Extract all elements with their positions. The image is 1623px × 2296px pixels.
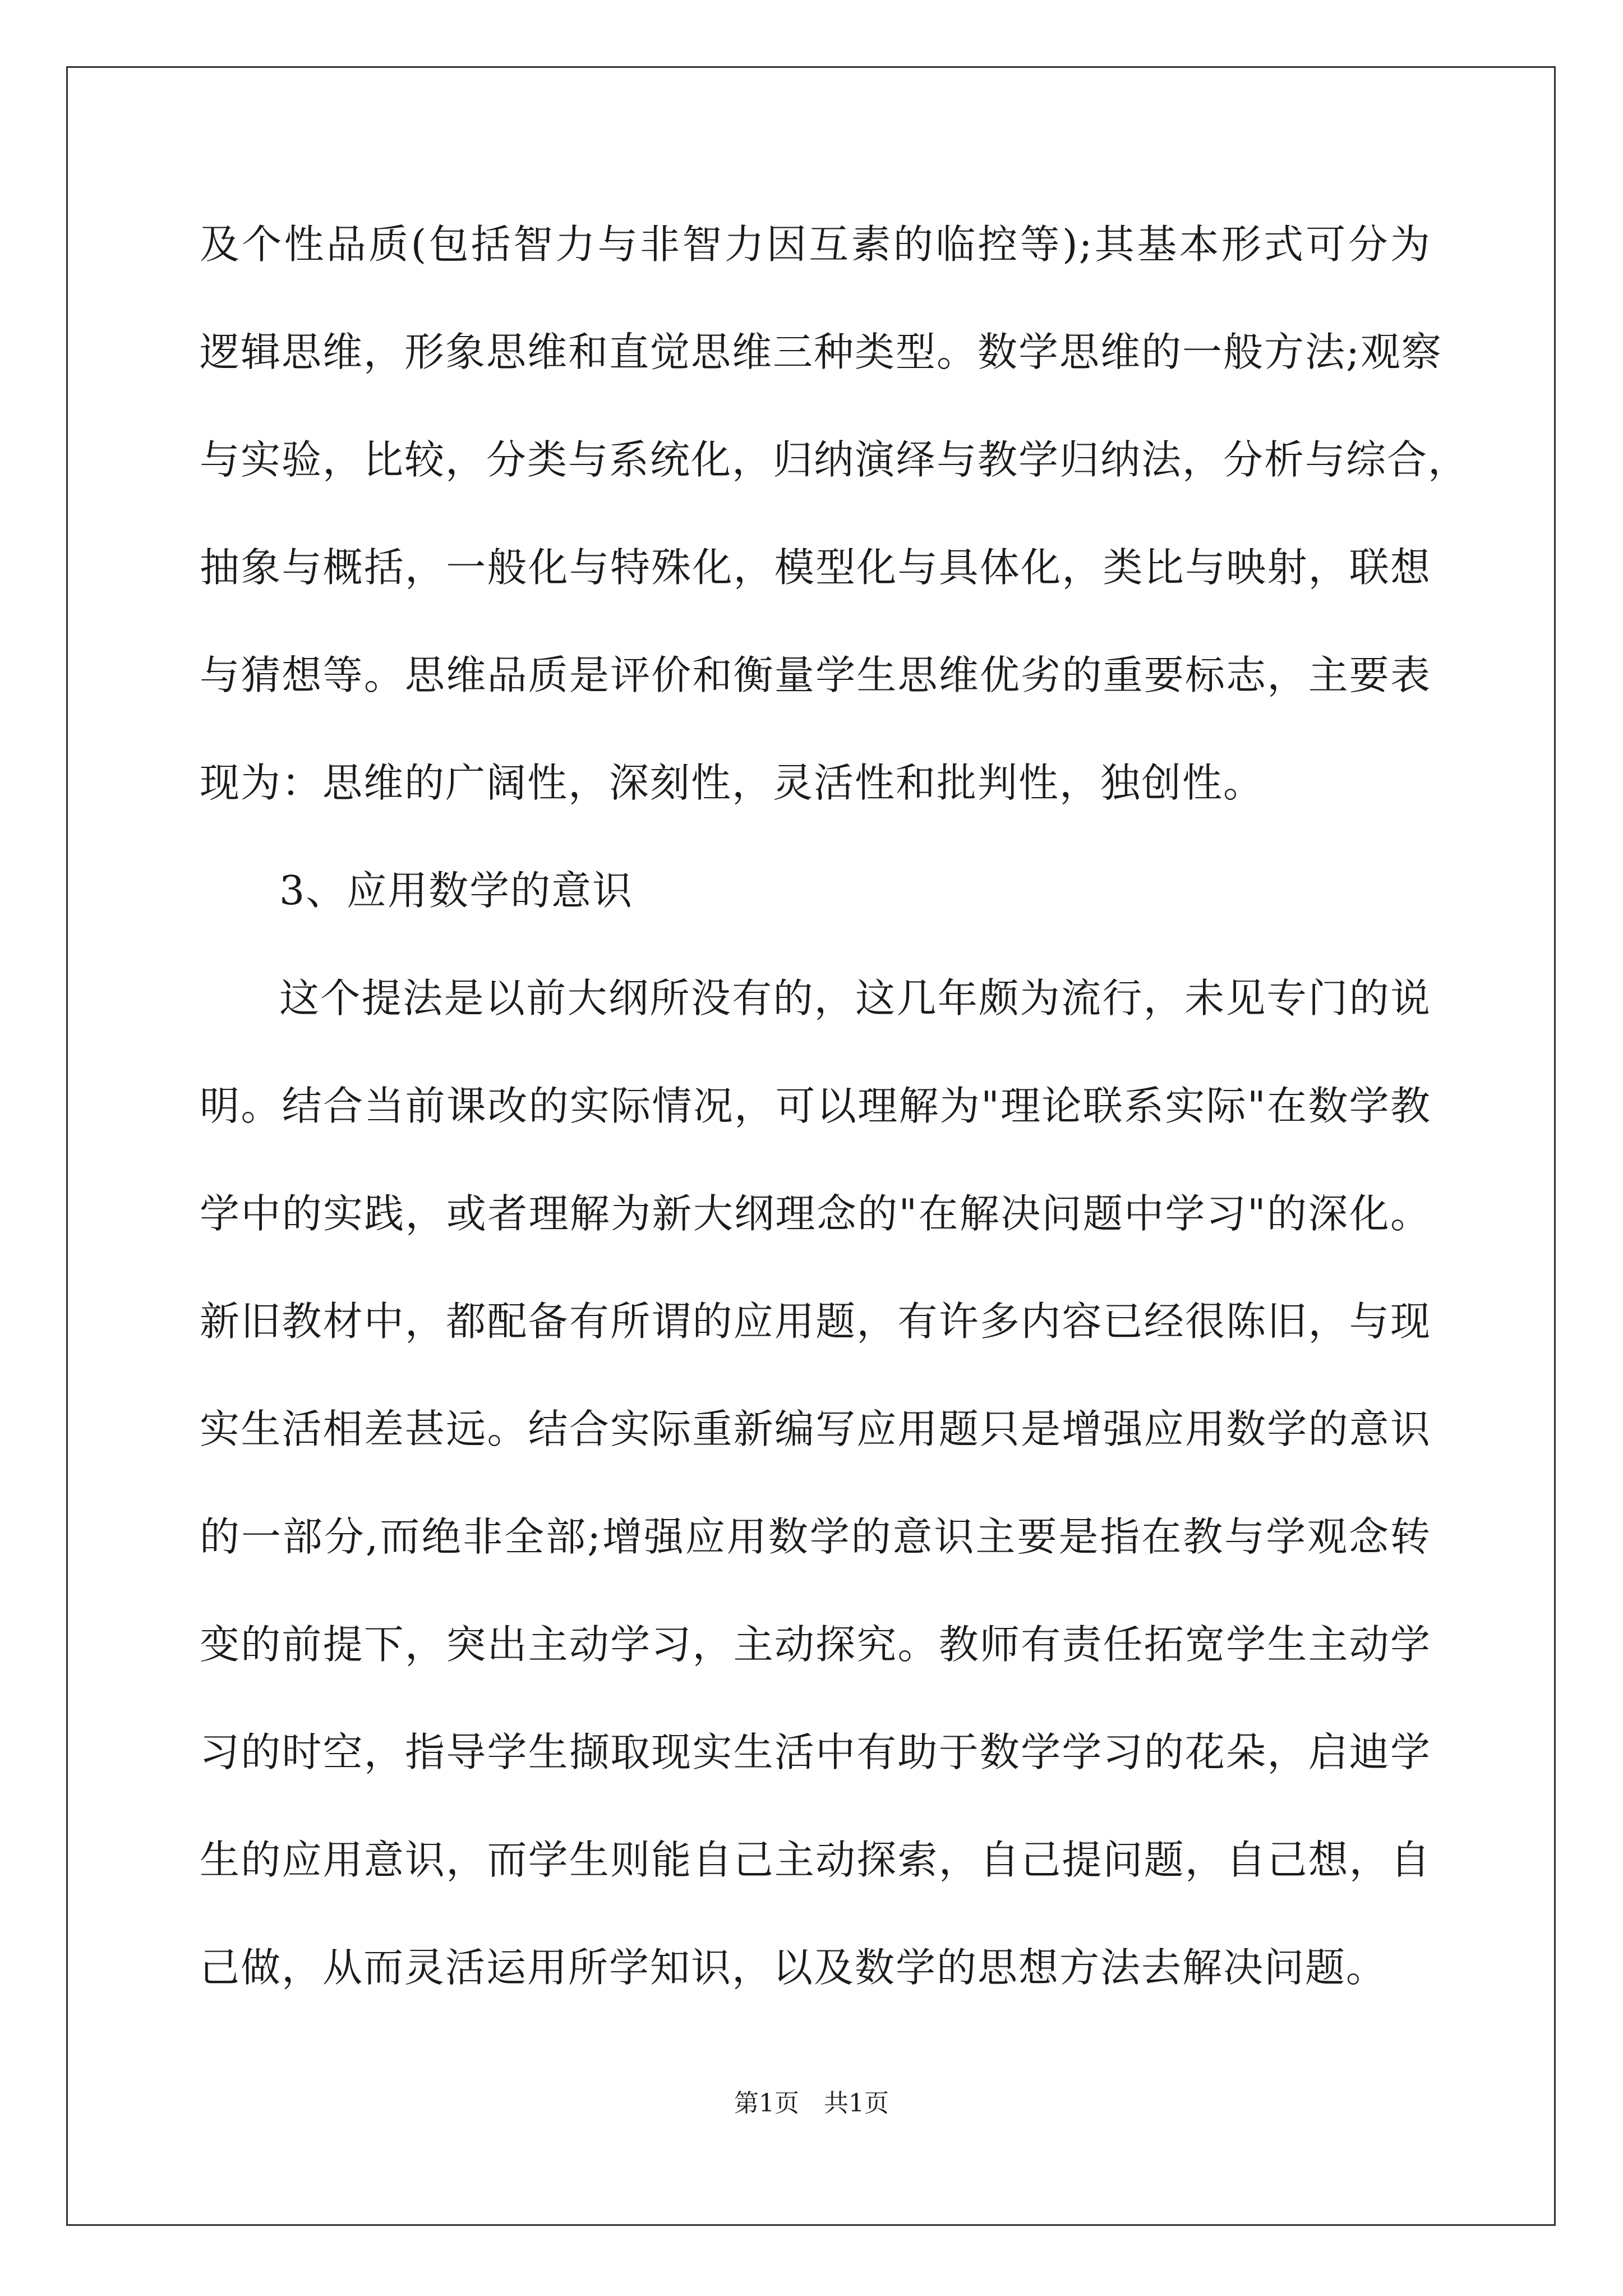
page-border	[66, 66, 1556, 2226]
text-line-9: 明。结合当前课改的实际情况，可以理解为"理论联系实际"在数学教	[200, 1083, 1431, 1129]
text-line-10: 学中的实践，或者理解为新大纲理念的"在解决问题中学习"的深化。	[200, 1190, 1431, 1237]
page-total: 共1页	[824, 2089, 889, 2118]
text-line-11: 新旧教材中，都配备有所谓的应用题，有许多内容已经很陈旧，与现	[200, 1298, 1431, 1345]
text-line-8: 这个提法是以前大纲所没有的，这几年颇为流行，未见专门的说	[279, 975, 1431, 1022]
text-line-2: 逻辑思维，形象思维和直觉思维三种类型。数学思维的一般方法;观察	[200, 329, 1442, 375]
text-line-1: 及个性品质(包括智力与非智力因互素的临控等);其基本形式可分为	[200, 221, 1431, 268]
text-line-6: 现为：思维的广阔性，深刻性，灵活性和批判性，独创性。	[200, 760, 1265, 806]
text-line-12: 实生活相差甚远。结合实际重新编写应用题只是增强应用数学的意识	[200, 1406, 1431, 1452]
text-line-15: 习的时空，指导学生撷取现实生活中有助于数学学习的花朵，启迪学	[200, 1729, 1431, 1775]
text-line-16: 生的应用意识，而学生则能自己主动探索，自己提问题，自己想，自	[200, 1837, 1431, 1883]
text-line-17: 己做，从而灵活运用所学知识，以及数学的思想方法去解决问题。	[200, 1944, 1387, 1991]
text-line-3: 与实验，比较，分类与系统化，归纳演绎与教学归纳法，分析与综合，	[200, 436, 1469, 483]
text-line-4: 抽象与概括，一般化与特殊化，模型化与具体化，类比与映射，联想	[200, 544, 1431, 591]
page-number: 第1页	[734, 2089, 799, 2118]
text-line-14: 变的前提下，突出主动学习，主动探究。教师有责任拓宽学生主动学	[200, 1621, 1431, 1668]
page-footer	[0, 2087, 1623, 2120]
section-heading: 3、应用数学的意识	[279, 867, 634, 914]
text-line-13: 的一部分,而绝非全部;增强应用数学的意识主要是指在教与学观念转	[200, 1513, 1431, 1560]
text-line-5: 与猜想等。思维品质是评价和衡量学生思维优劣的重要标志，主要表	[200, 652, 1431, 698]
